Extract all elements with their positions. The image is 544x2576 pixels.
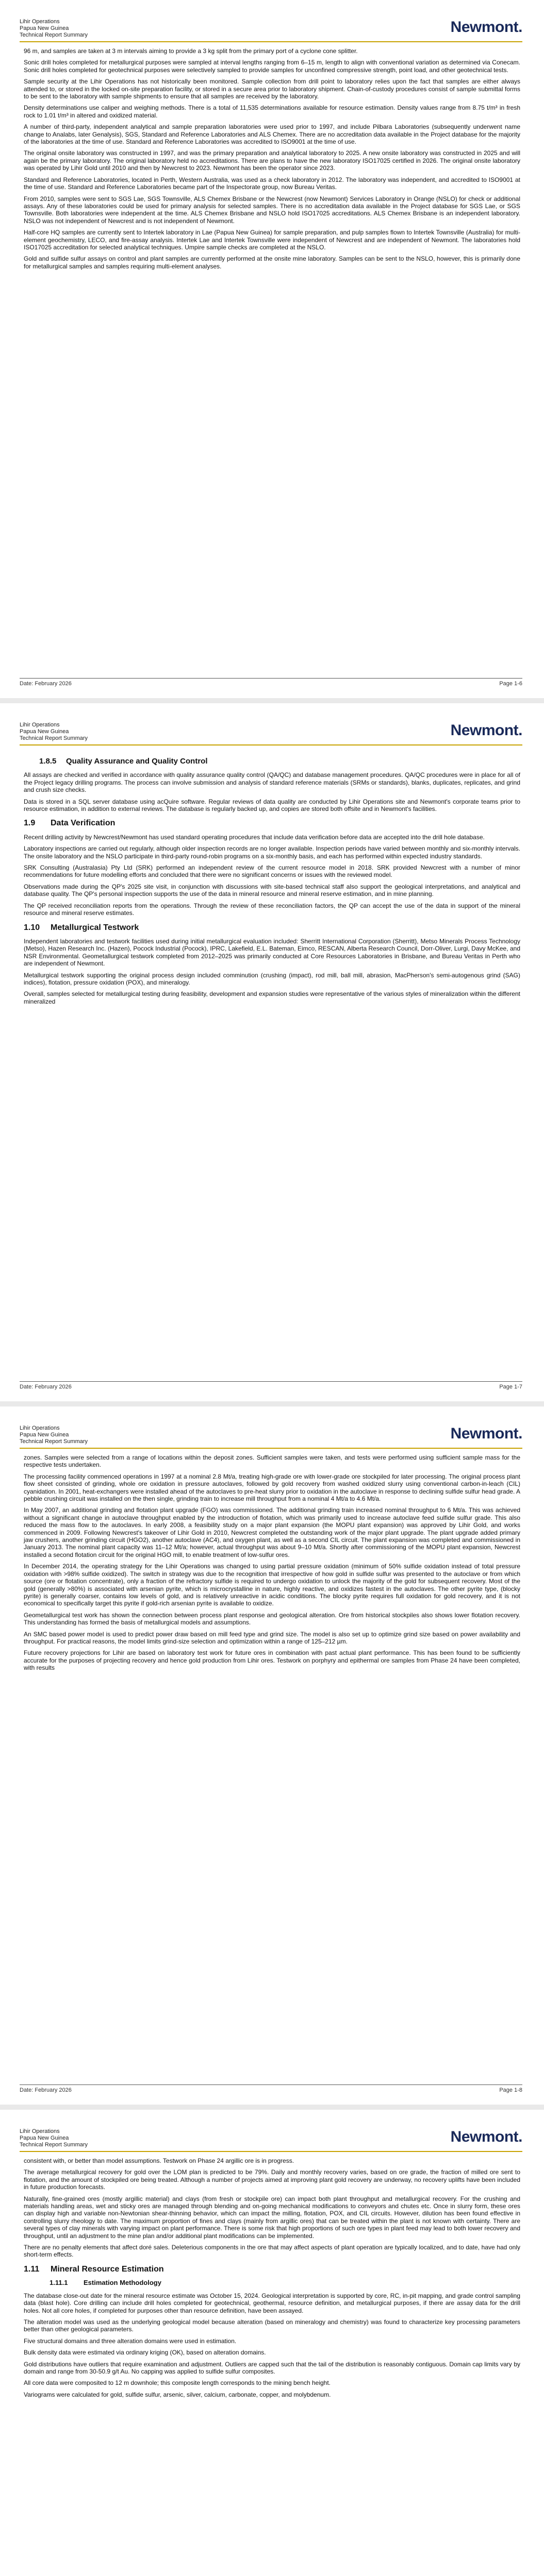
section-title: Mineral Resource Estimation bbox=[51, 2264, 164, 2274]
footer-date: Date: February 2026 bbox=[20, 2087, 72, 2093]
body-paragraph: Observations made during the QP's 2025 site visit, in conjunction with discussions with site-based technical staff also support the geological interpretations, and analytical and database quality. The QP's personal inspection supports the use of the data in mineral resource and mineral reserve estimation, and in mine planning. bbox=[24, 883, 520, 898]
body-paragraph: Laboratory inspections are carried out regularly, although older inspection records are no longer available. Inspection periods have varied between monthly and six-monthly intervals. The onsite laboratory and the NSLO participate in third-party round-robin programs on a six-monthly basis, and each has performed within expected industry standards. bbox=[24, 845, 520, 860]
header-country: Papua New Guinea bbox=[20, 25, 69, 31]
section-heading bbox=[50, 2279, 520, 2286]
section-title: Metallurgical Testwork bbox=[51, 923, 139, 932]
header-country: Papua New Guinea bbox=[20, 1432, 69, 1438]
section-number: 1.11 bbox=[24, 2264, 40, 2274]
section-number: 1.10 bbox=[24, 923, 40, 932]
body-paragraph: Data is stored in a SQL server database using acQuire software. Regular reviews of data quality are conducted by Lihir Operations site and Newmont's corporate teams prior to resource estimation, in addition to external reviews. The database is regularly backed up, and copies are stored both offsite and in Newmont's facilities. bbox=[24, 798, 520, 813]
header-country: Papua New Guinea bbox=[20, 728, 69, 735]
body-paragraph: The alteration model was used as the underlying geological model because alteration (based on mineralogy and chemistry) was found to characterize key processing parameters better than other geological parameters. bbox=[24, 2318, 520, 2333]
body-paragraph: Metallurgical testwork supporting the original process design included comminution (crushing (impact), rod mill, ball mill, abrasion, MacPherson's semi-autogenous grind (SAG) indices), flotation, pressure oxidation (POX), and mineralogy. bbox=[24, 971, 520, 986]
section-title: Data Verification bbox=[51, 819, 116, 828]
body-paragraph: consistent with, or better than model assumptions. Testwork on Phase 24 argillic ore is in progress. bbox=[24, 2157, 294, 2164]
page-content bbox=[24, 751, 520, 1360]
header-company: Lihir Operations bbox=[20, 722, 60, 728]
body-paragraph: zones. Samples were selected from a range of locations within the deposit zones. Sufficient samples were taken, and tests were performed using sufficient sample mass for the respective tests undertaken. bbox=[24, 1454, 520, 1469]
body-paragraph: The QP received reconciliation reports from the operations. Through the review of these reconciliation factors, the QP can accept the use of the data in support of the mineral resource and mineral reserve estimates. bbox=[24, 902, 520, 917]
body-paragraph: Sample security at the Lihir Operations has not historically been monitored. Sample collection from drill point to laboratory relies upon the fact that samples are either always attended to, or stored in the locked on-site preparation facility, or stored in a secure area prior to laboratory shipment. Chain-of-custody procedures consist of sample submittal forms to be sent to the laboratory with sample shipments to ensure that all samples are received by the laboratory. bbox=[24, 78, 520, 100]
body-paragraph: SRK Consulting (Australasia) Pty Ltd (SRK) performed an independent review of the current resource model in 2018. SRK provided Newcrest with a number of minor recommendations for future modelling efforts and concluded that there were no significant concerns or issues with the reviewed model. bbox=[24, 864, 520, 879]
body-paragraph: The database close-out date for the mineral resource estimate was October 15, 2024. Geological interpretation is supported by core, RC, in-pit mapping, and grade control sampling data (blast hole). Core drilling can include drill holes completed for geotechnical, geothermal, resource definition, and metallurgical purposes, if there are assay data for the drill holes. Not all core holes, if completed for purposes other than resource definition, have been assayed. bbox=[24, 2292, 520, 2314]
body-paragraph: Future recovery projections for Lihir are based on laboratory test work for future ores in combination with past actual plant performance. This has been found to be sufficiently accurate for the purposes of projecting recovery and hence gold production from Lihir ores. Testwork on porphyry and epithermal ore samples from Phase 24 have been completed, with results bbox=[24, 1649, 520, 1672]
header-report: Technical Report Summary bbox=[20, 1438, 88, 1445]
section-number: 1.11.1 bbox=[50, 2279, 68, 2287]
body-paragraph: The original onsite laboratory was constructed in 1997, and was the primary preparation and analytical laboratory to 2025. A new onsite laboratory was constructed in 2025 and will again be the primary laboratory. The original laboratory held no accreditations. There are plans to have the new laboratory ISO17025 certified in 2026. The original onsite laboratory was operated by Lihir Gold until 2010 and then by Newcrest to 2023. Newmont has been the operator since 2023. bbox=[24, 149, 520, 172]
section-heading bbox=[39, 758, 520, 765]
header-divider bbox=[20, 2151, 522, 2152]
body-paragraph: The average metallurgical recovery for gold over the LOM plan is predicted to be 79%. Daily and monthly recovery varies, based on ore grade, the fraction of milled ore sent to flotation, and the amount of stockpiled ore being treated. Although a number of projects aimed at improving plant gold recovery are underway, no recovery uplifts have been included in future production forecasts. bbox=[24, 2168, 520, 2191]
body-paragraph: Density determinations use caliper and weighing methods. There is a total of 11,535 determinations available for resource estimation. Density values range from 8.75 t/m³ in fresh rock to 1.01 t/m³ in altered and oxidized material. bbox=[24, 104, 520, 119]
header-divider bbox=[20, 41, 522, 42]
report-page-1 bbox=[0, 0, 544, 698]
header-country: Papua New Guinea bbox=[20, 2135, 69, 2141]
section-heading bbox=[24, 924, 520, 931]
footer-page-number: Page 1-7 bbox=[499, 1384, 522, 1390]
report-page-4 bbox=[0, 2110, 544, 2576]
body-paragraph: Naturally, fine-grained ores (mostly argillic material) and clays (from fresh or stockpile ore) can impact both plant throughput and metallurgical recovery. For the crushing and materials handling areas, wet and sticky ores are managed through blending and on-going mechanical modifications to conveyors and chutes etc. Once in slurry form, these ores can display high and variable non-Newtonian shear-thinning behavior, which can impact the milling, flotation, POX, and CIL circuits. However, dilution has been found effective in controlling slurry rheology to date. The maximum proportion of fines and clays (mainly from argillic ores) that can be treated within the plant is not known with certainty. There are several types of clay minerals with varying impact on plant performance. There is some risk that high proportions of such ore types in plant feed may lead to both lower recovery and throughput, until an adjustment to the mine plan and/or additional plant modifications can be implemented. bbox=[24, 2195, 520, 2240]
newmont-logo: Newmont. bbox=[450, 19, 522, 36]
body-paragraph: Half-core HQ samples are currently sent to Intertek laboratory in Lae (Papua New Guinea) for sample preparation, and pulp samples flown to Intertek Townsville (Australia) for multi-element geochemistry, LECO, and fire-assay analysis. Intertek Lae and Intertek Townsville were independent of Newcrest and are independent of Newmont. The laboratories hold ISO17025 accreditation for selected analytical techniques. Umpire sample checks are completed at the NSLO. bbox=[24, 229, 520, 251]
report-page-2 bbox=[0, 703, 544, 1401]
body-paragraph: Five structural domains and three alteration domains were used in estimation. bbox=[24, 2337, 237, 2345]
body-paragraph: There are no penalty elements that affect doré sales. Deleterious components in the ore that may affect aspects of plant operation are typically localized, and to date, have had only short-term effects. bbox=[24, 2244, 520, 2259]
page-content bbox=[24, 47, 520, 657]
body-paragraph: Bulk density data were estimated via ordinary kriging (OK), based on alteration domains. bbox=[24, 2349, 266, 2357]
body-paragraph: Gold and sulfide sulfur assays on control and plant samples are currently performed at the onsite mine laboratory. Samples can be sent to the NSLO, however, this is primarily done for metallurgical samples and samples requiring multi-element analyses. bbox=[24, 255, 520, 270]
footer-page-number: Page 1-6 bbox=[499, 681, 522, 687]
section-number: 1.9 bbox=[24, 819, 36, 828]
section-heading bbox=[24, 2266, 520, 2273]
body-paragraph: A number of third-party, independent analytical and sample preparation laboratories were used prior to 1997, and include Pilbara Laboratories (subsequently underwent name change to Analabs, later Genalysis), SGS, Standard and Reference Laboratories and ALS Chemex. There are no accreditation data available in the Project database for the majority of the laboratories at the time of use. Standard and Reference Laboratories was accredited to ISO9001 at the time of use. bbox=[24, 123, 520, 146]
body-paragraph: Variograms were calculated for gold, sulfide sulfur, arsenic, silver, calcium, carbonate, copper, and molybdenum. bbox=[24, 2391, 331, 2398]
body-paragraph: Standard and Reference Laboratories, located in Perth, Western Australia, was used as a check laboratory in 2012. The laboratory was independent, and accredited to ISO9001 at the time of use. Standard and Reference Laboratories became part of the Inspectorate group, now Bureau Veritas. bbox=[24, 176, 520, 191]
section-title: Quality Assurance and Quality Control bbox=[66, 757, 208, 766]
body-paragraph: Independent laboratories and testwork facilities used during initial metallurgical evaluation included: Sherritt International Corporation (Sherritt), Metso Minerals Process Technology (Metso), Hazen Research Inc. (Hazen), Pocock Industrial (Pocock), IPRC, Lakefield, E.L. Bateman, Eimco, RESCAN, Alberta Research Council, Dorr-Oliver, Lurgi, Davy McKee, and NSR Environmental. Geometallurgical testwork completed from 2012–2025 was primarily conducted at Core Resources Laboratories in Brisbane, and Bureau Veritas in Perth who are independent of Newmont. bbox=[24, 937, 520, 968]
body-paragraph: Recent drilling activity by Newcrest/Newmont has used standard operating procedures that include data verification before data are accepted into the drill hole database. bbox=[24, 833, 485, 841]
newmont-logo: Newmont. bbox=[450, 1425, 522, 1442]
header-report: Technical Report Summary bbox=[20, 735, 88, 741]
header-divider bbox=[20, 744, 522, 745]
body-paragraph: The processing facility commenced operations in 1997 at a nominal 2.8 Mt/a, treating high-grade ore with lower-grade ore stockpiled for later processing. The original process plant flow sheet consisted of grinding, whole ore oxidation in pressure autoclaves, followed by gold recovery from washed oxidized slurry using conventional carbon-in-leach (CIL) cyanidation. In 2001, heat-exchangers were installed ahead of the autoclaves to pre-heat slurry prior to oxidation in the autoclave in response to declining sulfide sulfur head grade. A pebble crushing circuit was installed on the then single, grinding train to increase mill throughput from a nominal 4 Mt/a to 4.6 Mt/a. bbox=[24, 1472, 520, 1503]
newmont-logo: Newmont. bbox=[450, 2128, 522, 2145]
body-paragraph: In December 2014, the operating strategy for the Lihir Operations was changed to using partial pressure oxidation (minimum of 50% sulfide oxidation instead of total pressure oxidation with >98% sulfide oxidized). The switch in strategy was due to the recognition that irrespective of how gold in sulfide sulfur was presented to the autoclave or from which source (ore or flotation concentrate), only a fraction of the refractory sulfide is required to undergo oxidation to unlock the majority of the gold for subsequent recovery. Most of the gold (generally >80%) is associated with arsenian pyrite, which is microcrystalline in nature, highly reactive, and oxidizes fastest in the autoclaves. The other pyrite type, (blocky pyrite) is generally coarser, contains low levels of gold, and is relatively unreactive in acidic conditions. The blocky pyrite requires full oxidation for gold recovery, and it is not economical to specifically target this pyrite if gold-rich arsenian pyrite is available to oxidize. bbox=[24, 1563, 520, 1607]
page-header-text bbox=[20, 1425, 88, 1445]
page-footer bbox=[20, 2084, 522, 2093]
body-paragraph: All core data were composited to 12 m downhole; this composite length corresponds to the mining bench height. bbox=[24, 2379, 331, 2387]
page-content bbox=[24, 2157, 520, 2576]
page-content bbox=[24, 1454, 520, 2063]
body-paragraph: 96 m, and samples are taken at 3 m intervals aiming to provide a 3 kg split from the primary port of a cyclone cone splitter. bbox=[24, 47, 358, 55]
header-divider bbox=[20, 1448, 522, 1449]
body-paragraph: An SMC based power model is used to predict power draw based on mill feed type and grind size. The model is also set up to optimize grind size based on power availability and throughput. For practical reasons, the model limits grind-size selection and optimization within a range of 125–212 µm. bbox=[24, 1630, 520, 1645]
header-report: Technical Report Summary bbox=[20, 32, 88, 38]
page-footer bbox=[20, 678, 522, 687]
footer-date: Date: February 2026 bbox=[20, 681, 72, 687]
report-page-3 bbox=[0, 1406, 544, 2105]
page-header-text bbox=[20, 2128, 88, 2148]
page-footer bbox=[20, 1381, 522, 1390]
body-paragraph: Gold distributions have outliers that require examination and adjustment. Outliers are capped such that the tail of the distribution is reasonably contiguous. Domain cap limits vary by domain and range from 30-50.9 g/t Au. No capping was applied to sulfide sulfur composites. bbox=[24, 2360, 520, 2375]
footer-page-number: Page 1-8 bbox=[499, 2087, 522, 2093]
header-company: Lihir Operations bbox=[20, 1425, 60, 1431]
section-title: Estimation Methodology bbox=[84, 2279, 161, 2287]
footer-date: Date: February 2026 bbox=[20, 1384, 72, 1390]
body-paragraph: Geometallurgical test work has shown the connection between process plant response and geological alteration. Ore from historical stockpiles also shows lower flotation recovery. This understanding has formed the basis of metallurgical models and assumptions. bbox=[24, 1611, 520, 1626]
header-company: Lihir Operations bbox=[20, 2128, 60, 2134]
section-number: 1.8.5 bbox=[39, 757, 57, 766]
newmont-logo: Newmont. bbox=[450, 722, 522, 739]
header-company: Lihir Operations bbox=[20, 19, 60, 25]
page-header-text bbox=[20, 19, 88, 39]
body-paragraph: Sonic drill holes completed for metallurgical purposes were sampled at interval lengths ranging from 6–15 m, length to align with conventional variation as determined via Conecam. Sonic drill holes completed for geotechnical purposes were selectively sampled to provide samples for unconfined compressive strength, point load, and other geotechnical tests. bbox=[24, 59, 520, 74]
header-report: Technical Report Summary bbox=[20, 2142, 88, 2148]
page-header-text bbox=[20, 722, 88, 742]
section-heading bbox=[24, 820, 520, 827]
body-paragraph: In May 2007, an additional grinding and flotation plant upgrade (FGO) was commissioned. The additional grinding train increased nominal throughput to 6 Mt/a. This was achieved without a significant change in autoclave throughput enabled by the introduction of flotation, which was primarily used to increase autoclave feed sulfide sulfur grade. This also reduced the mass flow to the autoclaves. In early 2008, a feasibility study on a major plant expansion (the MOPU plant expansion) was approved by Lihir Gold, and works commenced in 2009. Following Newcrest's takeover of Lihir Gold in 2010, Newcrest completed the outstanding work of the major plant upgrade. The plant upgrade added primary jaw crushers, another grinding circuit (HGO2), another autoclave (AC4), and oxygen plant, as well as a second CIL circuit. The plant expansion was completed and commissioned in January 2013. The nominal plant capacity was 11–12 Mt/a; however, actual throughput was about 9–10 Mt/a. Shortly after commissioning of the MOPU plant expansion, Newcrest installed a second flotation circuit for the original HGO mill, to enable treatment of low-sulfur ores. bbox=[24, 1506, 520, 1558]
body-paragraph: All assays are checked and verified in accordance with quality assurance quality control (QA/QC) and database management procedures. QA/QC procedures were in place for all of the Project legacy drilling programs. The process can involve submission and analysis of standard reference materials (SRMs or standards), blanks, duplicates, replicates, and grind and crush size checks. bbox=[24, 771, 520, 794]
body-paragraph: Overall, samples selected for metallurgical testing during feasibility, development and expansion studies were representative of the various styles of mineralization within the different mineralized bbox=[24, 990, 520, 1005]
body-paragraph: From 2010, samples were sent to SGS Lae, SGS Townsville, ALS Chemex Brisbane or the Newcrest (now Newmont) Services Laboratory in Orange (NSLO) for check or additional assays. Any of these laboratories could be used for primary analysis for selected samples. There is no accreditation data available in the Project database for SGS Lae, or SGS Townsville. Both laboratories were independent at the time. ALS Chemex Brisbane and NSLO hold ISO17025 accreditations. ALS Chemex Brisbane is an independent laboratory. NSLO was not independent of Newcrest and is not independent of Newmont. bbox=[24, 195, 520, 225]
